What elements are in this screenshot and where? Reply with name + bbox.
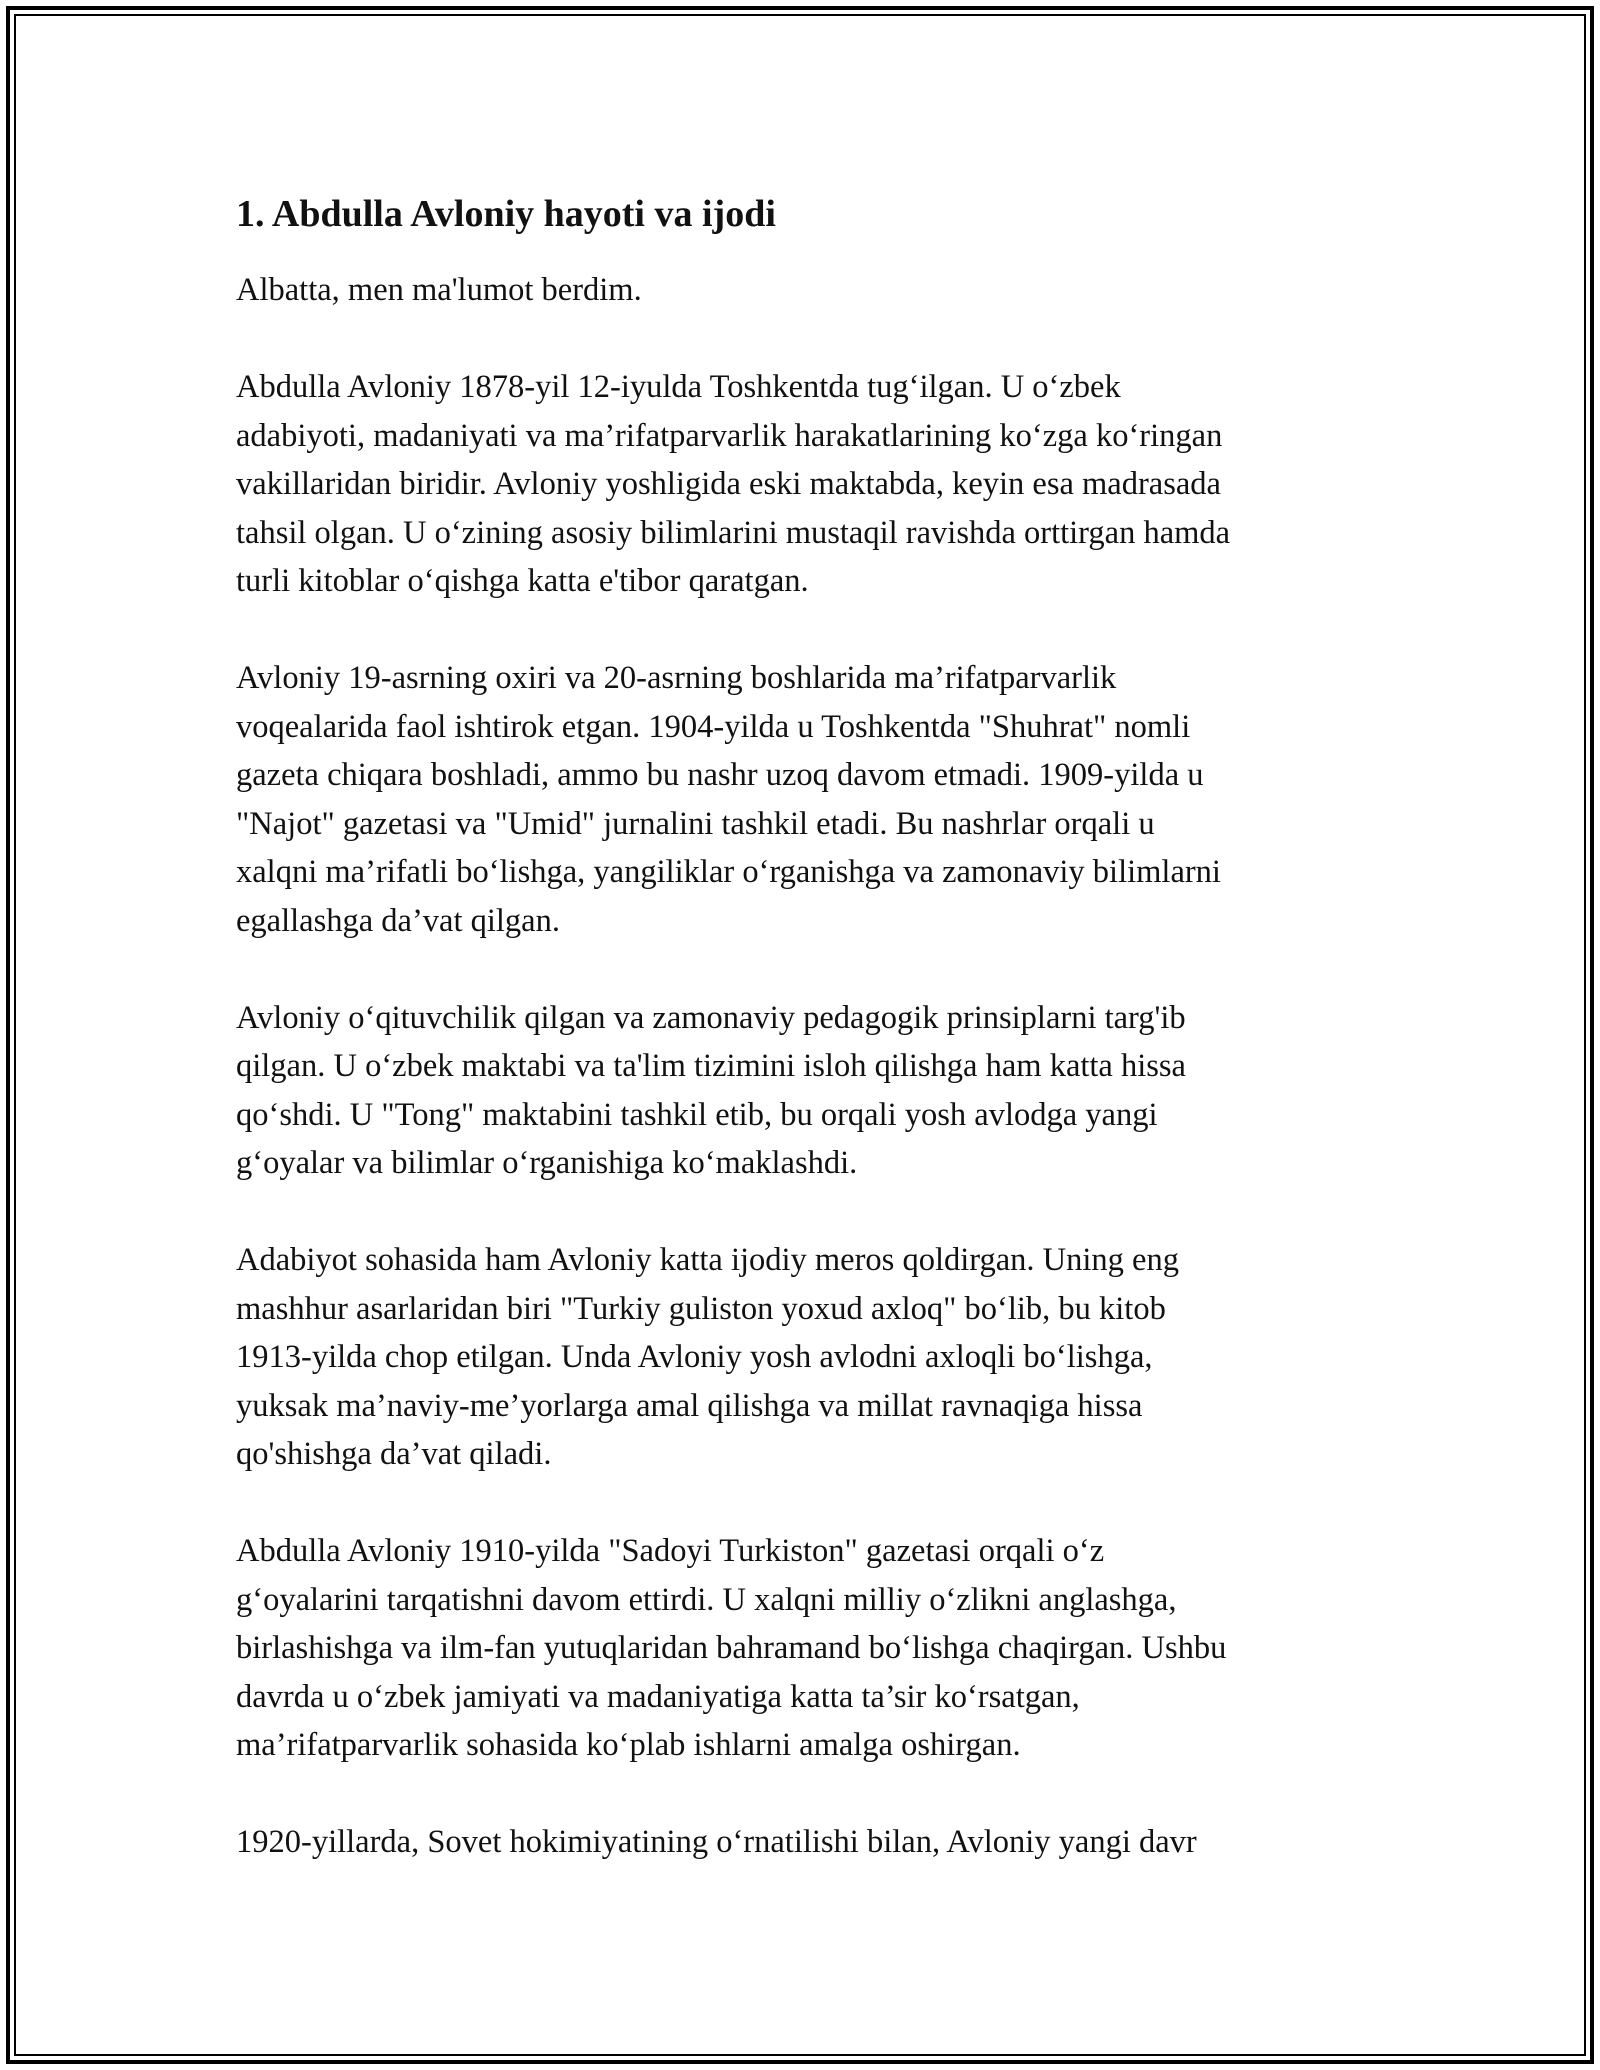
document-title: 1. Abdulla Avloniy hayoti va ijodi: [236, 193, 776, 235]
paragraph-enlightenment-press: Avloniy 19-asrning oxiri va 20-asrning boshlarida ma’rifatparvarlik voqealarida faol ishtirok etgan. 1904-yilda u Toshkentda "Shuhrat" nomli gazeta chiqara boshladi, ammo bu nashr uzoq davom etmadi. 1909-yilda u "Najot" gazetasi va "Umid" jurnalini tashkil etadi. Bu nashrlar orqali u xalqni ma’rifatli bo‘lishga, yangiliklar o‘rganishga va zamonaviy bilimlarni egallashga da’vat qilgan.: [236, 660, 1221, 939]
paragraph-literature: Adabiyot sohasida ham Avloniy katta ijodiy meros qoldirgan. Uning eng mashhur asarlaridan biri "Turkiy guliston yoxud axloq" bo‘lib, bu kitob 1913-yilda chop etilgan. Unda Avloniy yosh avlodni axloqli bo‘lishga, yuksak ma’naviy-me’yorlarga amal qilishga va millat ravnaqiga hissa qo'shishga da’vat qiladi.: [236, 1242, 1179, 1472]
paragraph-sadoyi-turkiston: Abdulla Avloniy 1910-yilda "Sadoyi Turkiston" gazetasi orqali o‘z g‘oyalarini tarqatishni davom ettirdi. U xalqni milliy o‘zlikni anglashga, birlashishga va ilm-fan yutuqlaridan bahramand bo‘lishga chaqirgan. Ushbu davrda u o‘zbek jamiyati va madaniyatiga katta ta’sir ko‘rsatgan, ma’rifatparvarlik sohasida ko‘plab ishlarni amalga oshirgan.: [236, 1533, 1227, 1763]
paragraph-1920s: 1920-yillarda, Sovet hokimiyatining o‘rnatilishi bilan, Avloniy yangi davr: [236, 1824, 1197, 1860]
document-body: [236, 186, 1386, 1915]
paragraph-intro: Albatta, men ma'lumot berdim.: [236, 272, 642, 308]
paragraph-teaching: Avloniy o‘qituvchilik qilgan va zamonaviy pedagogik prinsiplarni targ'ib qilgan. U o‘zbek maktabi va ta'lim tizimini isloh qilishga ham katta hissa qo‘shdi. U "Tong" maktabini tashkil etib, bu orqali yosh avlodga yangi g‘oyalar va bilimlar o‘rganishiga ko‘maklashdi.: [236, 999, 1186, 1181]
paragraph-birth-education: Abdulla Avloniy 1878-yil 12-iyulda Toshkentda tug‘ilgan. U o‘zbek adabiyoti, madaniyati va ma’rifatparvarlik harakatlarining ko‘zga ko‘ringan vakillaridan biridir. Avloniy yoshligida eski maktabda, keyin esa madrasada tahsil olgan. U o‘zining asosiy bilimlarini mustaqil ravishda orttirgan hamda turli kitoblar o‘qishga katta e'tibor qaratgan.: [236, 369, 1231, 599]
